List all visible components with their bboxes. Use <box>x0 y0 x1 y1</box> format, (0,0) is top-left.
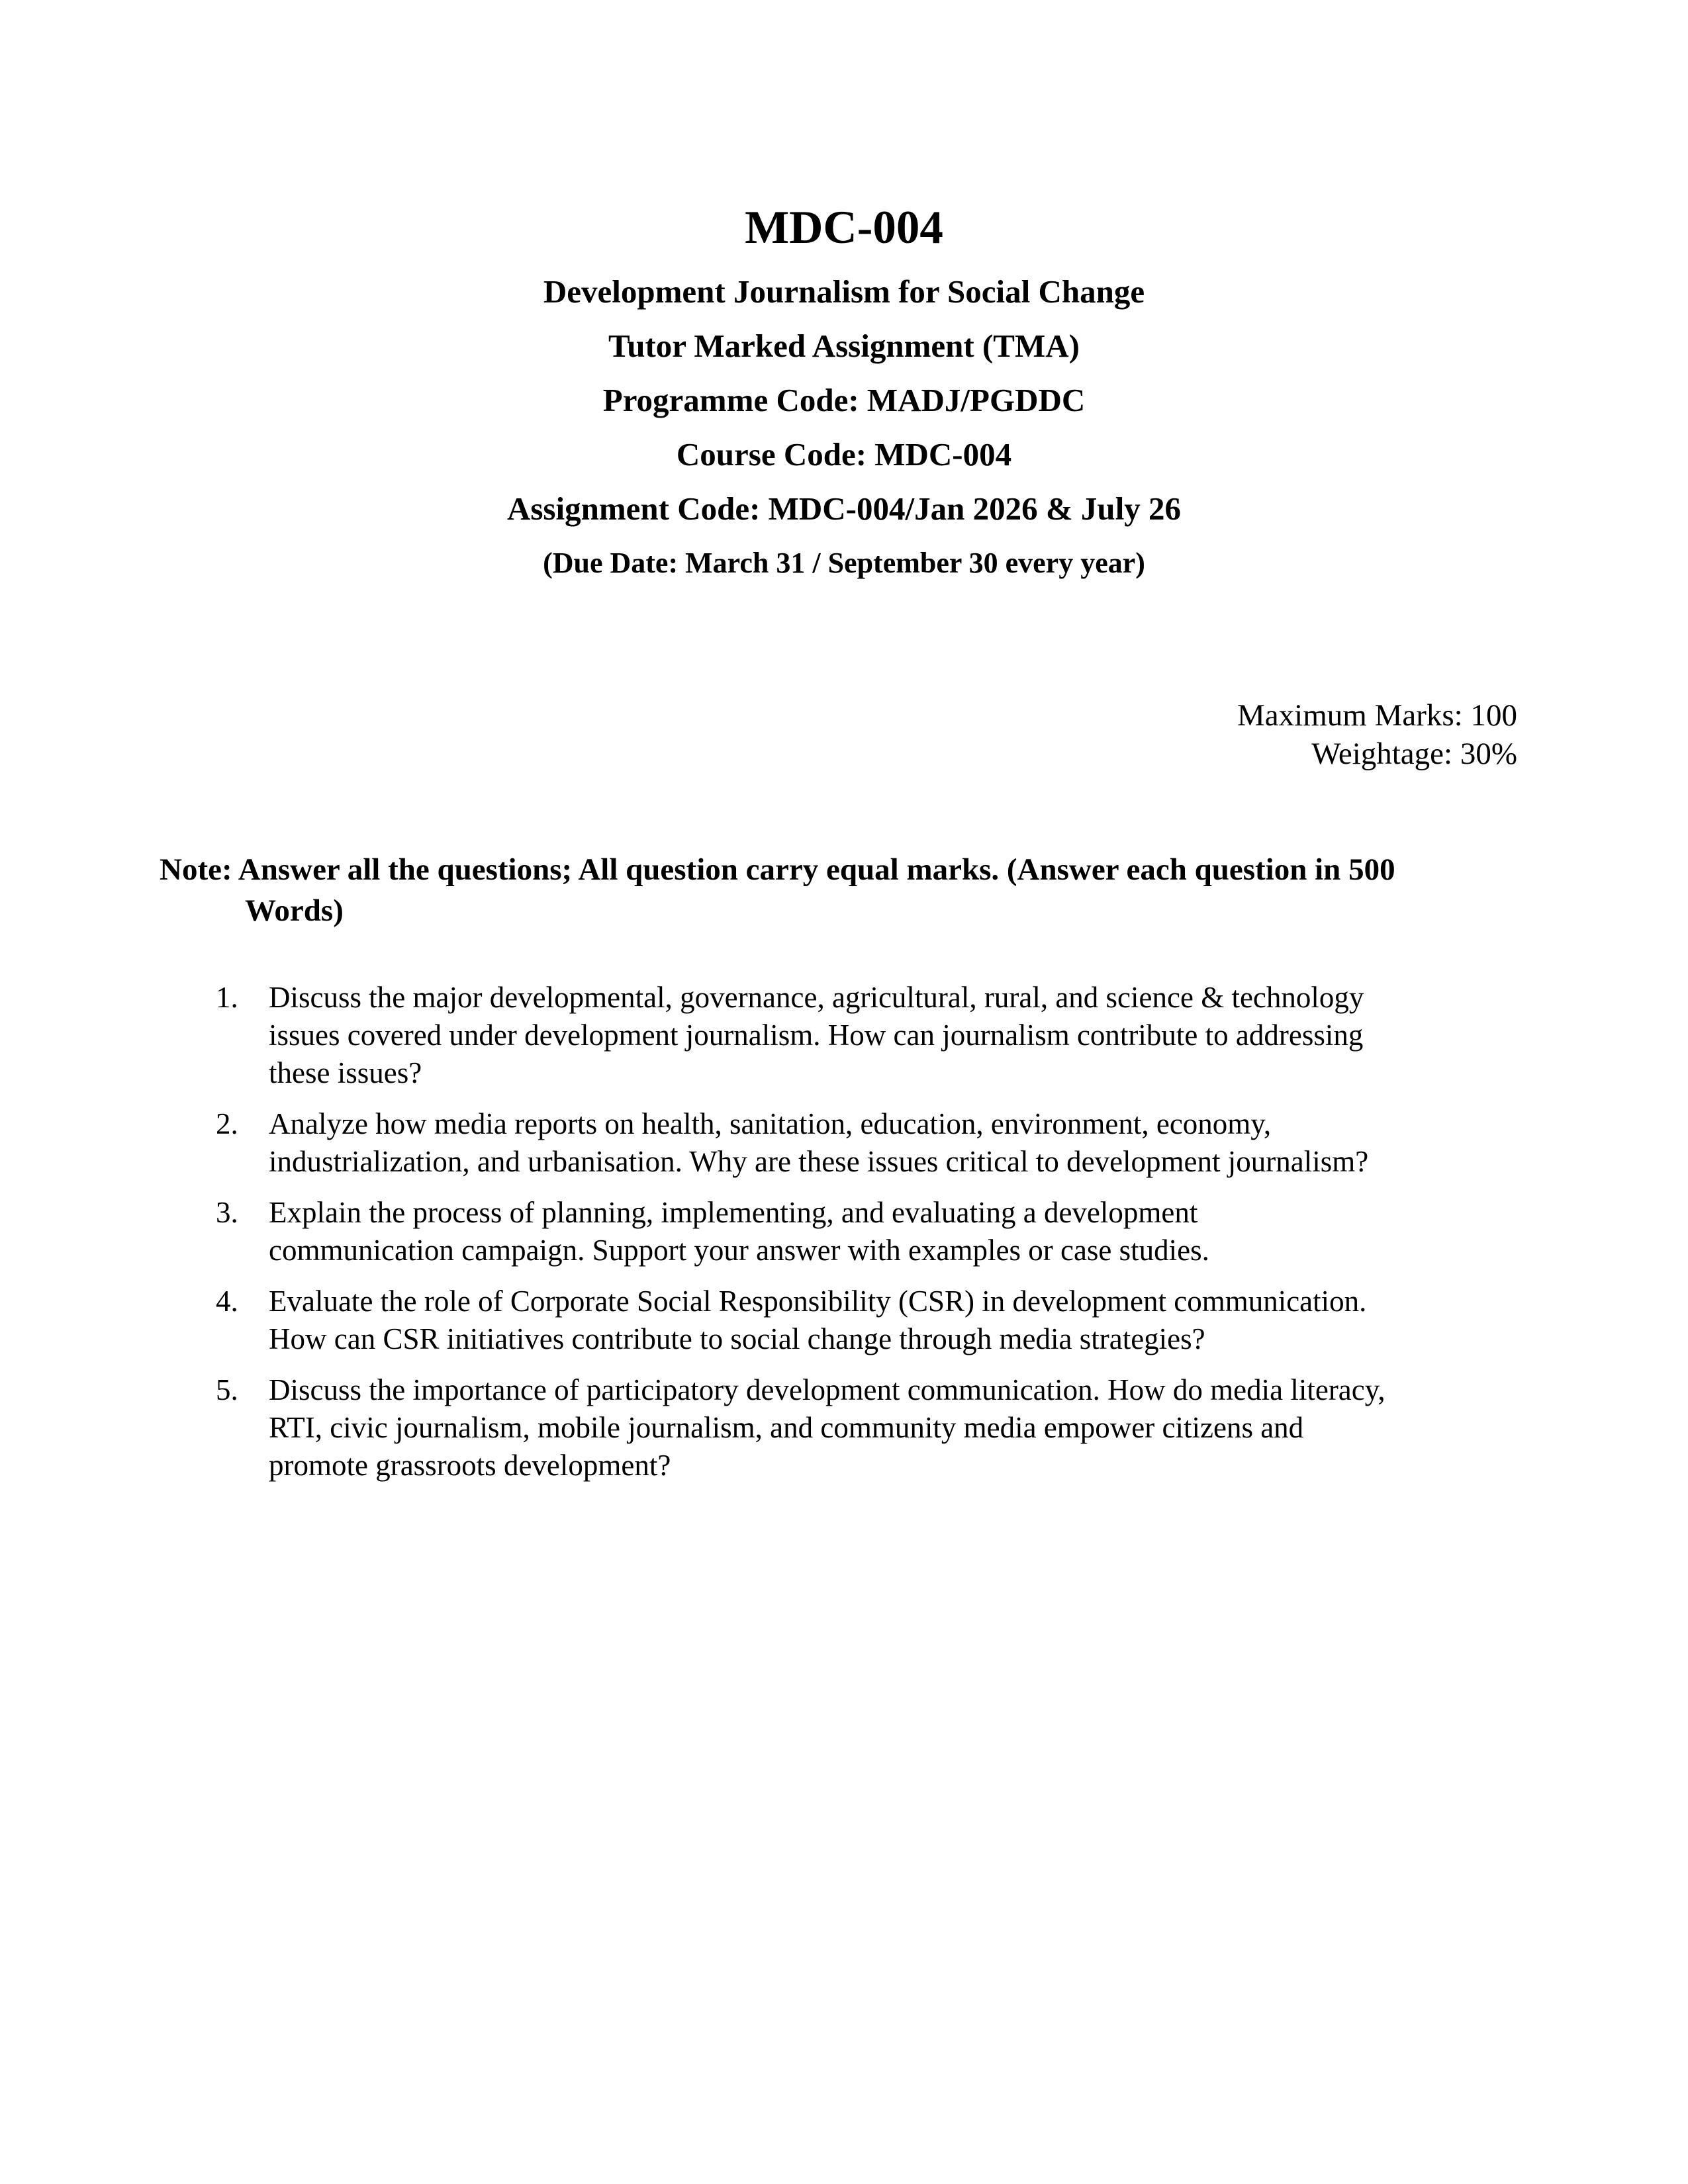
question-line: Analyze how media reports on health, sanitation, education, environment, economy, <box>269 1107 1272 1140</box>
question-text <box>269 1105 1516 1181</box>
document-header <box>0 0 1688 590</box>
question-item-2 <box>0 1105 1688 1181</box>
question-line: these issues? <box>269 1056 422 1089</box>
question-line: communication campaign. Support your answer with examples or case studies. <box>269 1234 1209 1267</box>
weightage-text: Weightage: 30% <box>1311 737 1517 771</box>
question-number: 4. <box>216 1285 238 1318</box>
assignment-code-line: Assignment Code: MDC-004/Jan 2026 & July 26 <box>506 490 1182 527</box>
question-line: Discuss the importance of participatory development communication. How do media literacy, <box>269 1373 1385 1406</box>
question-number: 5. <box>216 1373 238 1406</box>
course-code-line: Course Code: MDC-004 <box>676 436 1012 473</box>
question-line: Discuss the major developmental, governance, agricultural, rural, and science & technology <box>269 981 1364 1014</box>
assignment-type-line: Tutor Marked Assignment (TMA) <box>608 328 1080 364</box>
question-line: RTI, civic journalism, mobile journalism, and community media empower citizens and <box>269 1411 1304 1444</box>
question-line: Explain the process of planning, implementing, and evaluating a development <box>269 1196 1198 1229</box>
question-line: promote grassroots development? <box>269 1449 671 1482</box>
question-line: industrialization, and urbanisation. Why are these issues critical to development journalism? <box>269 1145 1369 1178</box>
question-line: issues covered under development journalism. How can journalism contribute to addressing <box>269 1019 1364 1052</box>
question-list <box>0 979 1688 1484</box>
question-item-4 <box>0 1283 1688 1358</box>
question-number: 3. <box>216 1196 238 1229</box>
question-item-3 <box>0 1194 1688 1269</box>
marks-block <box>0 696 1688 773</box>
question-number: 2. <box>216 1107 238 1140</box>
question-item-1 <box>0 979 1688 1092</box>
question-line: How can CSR initiatives contribute to social change through media strategies? <box>269 1322 1205 1355</box>
maximum-marks-text: Maximum Marks: 100 <box>1237 698 1517 733</box>
question-item-5 <box>0 1371 1688 1484</box>
note-line: Note: Answer all the questions; All question carry equal marks. (Answer each question in 500 <box>160 852 1395 887</box>
note-block <box>0 849 1688 931</box>
note-line: Words) <box>245 893 344 928</box>
question-number: 1. <box>216 981 238 1014</box>
due-date-line: (Due Date: March 31 / September 30 every year) <box>543 547 1145 579</box>
question-text <box>269 1283 1516 1358</box>
programme-code-line: Programme Code: MADJ/PGDDC <box>602 382 1086 418</box>
question-line: Evaluate the role of Corporate Social Responsibility (CSR) in development communication. <box>269 1285 1367 1318</box>
question-text <box>269 1371 1516 1484</box>
page-title: MDC-004 <box>745 202 943 253</box>
question-text <box>269 1194 1516 1269</box>
question-text <box>269 979 1516 1092</box>
course-name-line: Development Journalism for Social Change <box>543 273 1145 310</box>
